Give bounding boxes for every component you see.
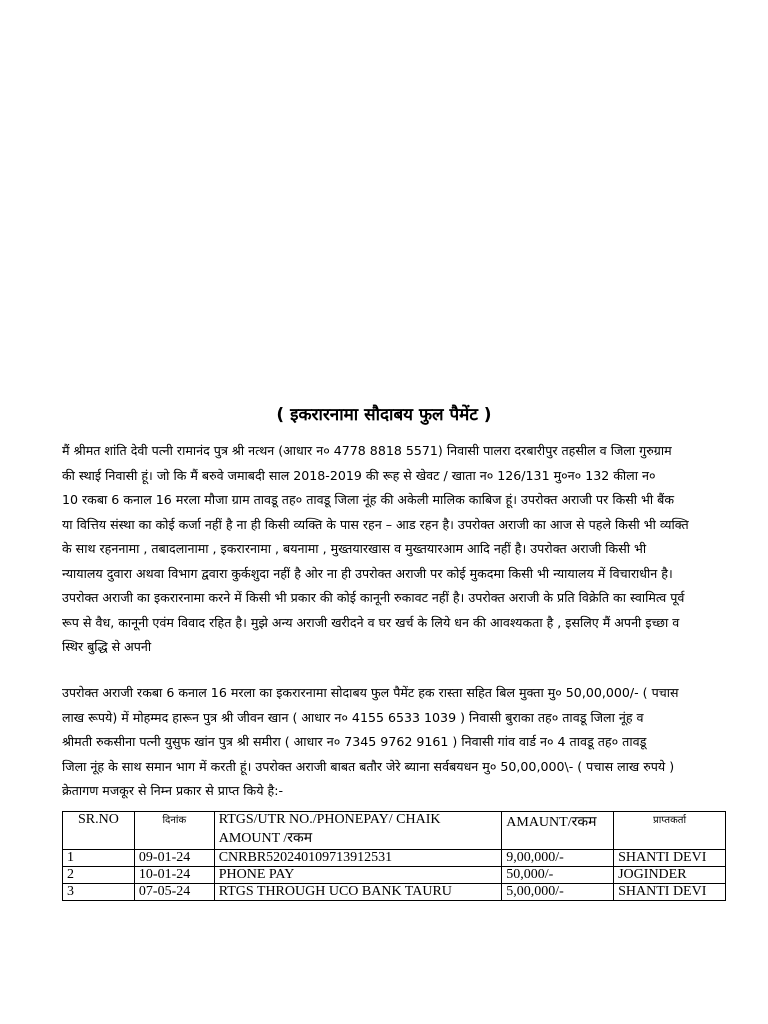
paragraph-line: श्रीमती रुकसीना पत्नी युसुफ खांन पुत्र श्री समीरा ( आधार न० 7345 9762 9161 ) निवासी गांव वार्ड न० 4 तावडू तह० तावडू — [62, 734, 647, 749]
paragraph-line: न्यायालय दुवारा अथवा विभाग द्ववारा कुर्कशुदा नहीं है ओर ना ही उपरोक्त अराजी पर कोई मुकदमा किसी भी न्यायालय में विचाराधीन है। — [62, 565, 673, 581]
paragraph-line: 10 रकबा 6 कनाल 16 मरला मौजा ग्राम तावडू तह० तावडू जिला नूंह की अकेली मालिक काबिज हूं। उपरोक्त अराजी पर किसी भी बैंक — [62, 492, 675, 507]
header-rtgs: RTGS/UTR NO./PHONEPAY/ CHAIK AMOUNT /रकम — [214, 812, 502, 850]
header-sr-no: SR.NO — [63, 812, 135, 850]
paragraph-line: मैं श्रीमत शांति देवी पत्नी रामानंद पुत्र श्री नत्थन (आधार न० 4778 8818 5571) निवासी पालरा दरबारीपुर तहसील व जिला गुरुग्राम — [62, 443, 672, 458]
paragraph-line: उपरोक्त अराजी रकबा 6 कनाल 16 मरला का इकरारनामा सोदाबय फुल पैमेंट हक रास्ता सहित बिल मुक्ता मु० 50,00,000/- ( पचास — [62, 685, 679, 700]
cell-receiver: SHANTI DEVI — [614, 884, 726, 901]
cell-sr: 1 — [63, 850, 135, 867]
header-date: दिनांक — [134, 812, 214, 850]
paragraph-line: क्रेतागण मजकूर से निम्न प्रकार से प्राप्त किये है:- — [62, 783, 283, 798]
cell-date: 09-01-24 — [134, 850, 214, 867]
cell-amount: 9,00,000/- — [502, 850, 614, 867]
document-title: ( इकरारनामा सौदाबय फुल पैमेंट ) — [276, 405, 492, 425]
table-header-row — [63, 812, 726, 850]
paragraph-line: या वित्तिय संस्था का कोई कर्जा नहीं है ना ही किसी व्यक्ति के पास रहन – आड रहन है। उपरोक्त अराजी का आज से पहले किसी भी व्यक्ति — [62, 516, 689, 532]
cell-rtgs: RTGS THROUGH UCO BANK TAURU — [214, 884, 502, 901]
agreement-paragraph-2 — [62, 681, 712, 804]
paragraph-line: के साथ रहननामा , तबादलानामा , इकरारनामा , बयनामा , मुख्तयारखास व मुख्तयारआम आदि नहीं है। उपरोक्त अराजी किसी भी — [62, 541, 647, 556]
cell-receiver: JOGINDER — [614, 867, 726, 884]
header-receiver: प्राप्तकर्ता — [614, 812, 726, 850]
cell-receiver: SHANTI DEVI — [614, 850, 726, 867]
paragraph-line: जिला नूंह के साथ समान भाग में करती हूं। उपरोक्त अराजी बाबत बतौर जेरे ब्याना सर्वबयधन मु० 50,00,000\- ( पचास लाख रुपये ) — [62, 758, 675, 774]
header-amount: AMAUNT/रकम — [502, 812, 614, 850]
cell-date: 10-01-24 — [134, 867, 214, 884]
cell-sr: 2 — [63, 867, 135, 884]
paragraph-line: की स्थाई निवासी हूं। जो कि मैं बरुवे जमाबदी साल 2018-2019 की रूह से खेवट / खाता न० 126/131 मु०न० 132 कीला न० — [62, 467, 656, 483]
table-row — [63, 867, 726, 884]
paragraph-line: स्थिर बुद्धि से अपनी — [62, 639, 152, 654]
cell-rtgs: CNRBR520240109713912531 — [214, 850, 502, 867]
table-row — [63, 850, 726, 867]
payment-table — [62, 811, 726, 901]
paragraph-line: रूप से वैध, कानूनी एवंम विवाद रहित है। मुझे अन्य अराजी खरीदने व घर खर्च के लिये धन की आवश्यकता है , इसलिए मैं अपनी इच्छा व — [62, 614, 680, 630]
cell-rtgs: PHONE PAY — [214, 867, 502, 884]
cell-sr: 3 — [63, 884, 135, 901]
cell-date: 07-05-24 — [134, 884, 214, 901]
cell-amount: 5,00,000/- — [502, 884, 614, 901]
cell-amount: 50,000/- — [502, 867, 614, 884]
agreement-paragraph-1 — [62, 439, 712, 660]
paragraph-line: लाख रूपये) में मोहम्मद हारून पुत्र श्री जीवन खान ( आधार न० 4155 6533 1039 ) निवासी बुराका तह० तावडू जिला नूंह व — [62, 709, 644, 725]
table-row — [63, 884, 726, 901]
paragraph-line: उपरोक्त अराजी का इकरारनामा करने में किसी भी प्रकार की कोई कानूनी रुकावट नहीं है। उपरोक्त अराजी के प्रति विक्रेति का स्वामित्व पूर्व — [62, 590, 685, 605]
